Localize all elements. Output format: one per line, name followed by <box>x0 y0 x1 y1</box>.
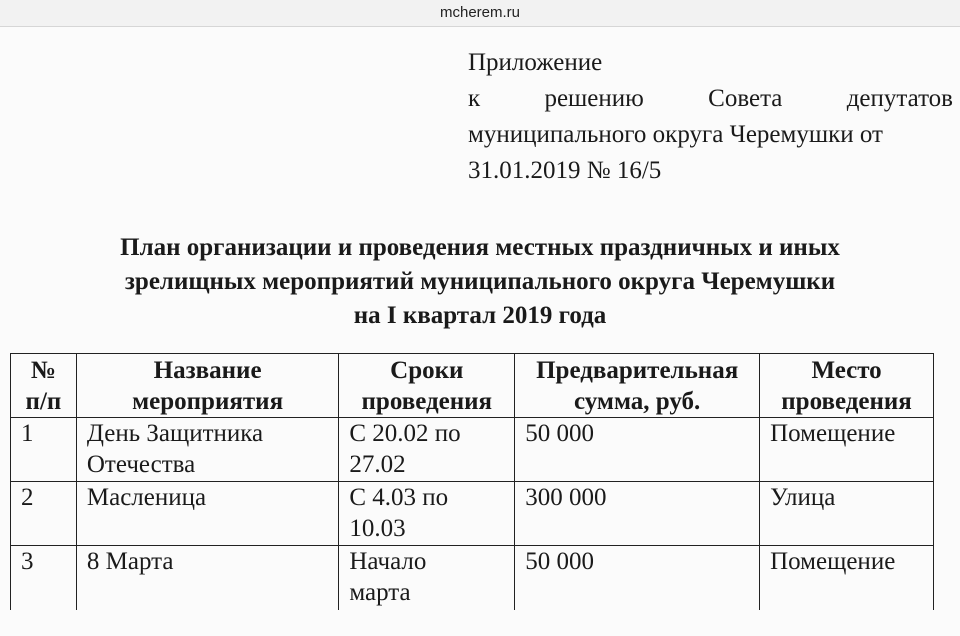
title-line: на I квартал 2019 года <box>353 302 607 329</box>
cell-sum: 300 000 <box>515 482 760 546</box>
header-text: мероприятия <box>132 388 284 415</box>
cell-place: Помещение <box>760 546 934 610</box>
appendix-word: депутатов <box>846 85 953 112</box>
cell-text: День Защитника <box>86 420 264 447</box>
url-text: mcherem.ru <box>439 4 521 21</box>
table-header-row <box>11 354 934 418</box>
table-row <box>11 418 934 482</box>
header-event-name <box>76 354 338 418</box>
title-line: План организации и проведения местных праздничных и иных <box>120 234 840 261</box>
appendix-line: Приложение <box>468 49 603 76</box>
header-text: Предварительная <box>536 357 739 384</box>
document-page <box>0 27 960 636</box>
cell-text: 27.02 <box>349 451 406 478</box>
table-row <box>11 546 934 610</box>
header-sum <box>515 354 760 418</box>
cell-text: 8 Марта <box>86 548 174 575</box>
header-text: проведения <box>361 388 493 415</box>
events-table <box>10 353 934 610</box>
cell-dates <box>339 482 515 546</box>
cell-text: марта <box>349 579 411 606</box>
cell-number: 2 <box>11 482 77 546</box>
cell-dates <box>339 418 515 482</box>
table-row <box>11 482 934 546</box>
cell-sum: 50 000 <box>515 418 760 482</box>
cell-sum: 50 000 <box>515 546 760 610</box>
address-bar[interactable] <box>0 0 960 27</box>
appendix-word: к <box>468 85 481 112</box>
header-number <box>11 354 77 418</box>
document-title <box>0 231 960 333</box>
header-place <box>760 354 934 418</box>
header-text: № <box>30 357 56 384</box>
header-text: Название <box>153 357 262 384</box>
appendix-line: муниципального округа Черемушки от <box>468 121 883 148</box>
header-text: сумма, руб. <box>573 388 701 415</box>
appendix-word: Совета <box>708 85 783 112</box>
cell-text: 10.03 <box>349 515 406 542</box>
appendix-line: 31.01.2019 № 16/5 <box>468 157 662 184</box>
cell-number: 1 <box>11 418 77 482</box>
cell-text: Отечества <box>86 451 196 478</box>
header-text: п/п <box>25 388 62 415</box>
cell-place: Помещение <box>760 418 934 482</box>
appendix-block <box>468 45 953 189</box>
header-text: проведения <box>781 388 912 415</box>
cell-event-name <box>76 418 338 482</box>
title-line: зрелищных мероприятий муниципального округа Черемушки <box>124 268 836 295</box>
cell-text: С 4.03 по <box>349 484 449 511</box>
appendix-word: решению <box>544 85 644 112</box>
cell-dates <box>339 546 515 610</box>
header-text: Место <box>811 357 882 384</box>
header-dates <box>339 354 515 418</box>
cell-number: 3 <box>11 546 77 610</box>
cell-text: С 20.02 по <box>349 420 461 447</box>
cell-text: Начало <box>349 548 427 575</box>
cell-place: Улица <box>760 482 934 546</box>
cell-text: Масленица <box>86 484 207 511</box>
cell-event-name <box>76 546 338 610</box>
appendix-line-justified <box>468 81 953 117</box>
cell-event-name <box>76 482 338 546</box>
header-text: Сроки <box>390 357 464 384</box>
